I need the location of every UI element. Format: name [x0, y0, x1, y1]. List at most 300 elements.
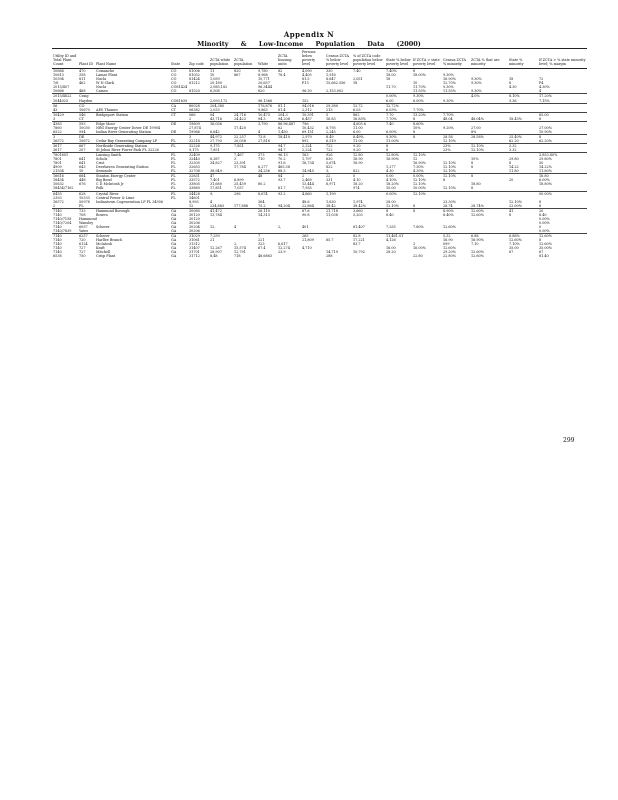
- table-cell: 88.3: [277, 169, 301, 174]
- column-header: White: [257, 49, 277, 69]
- table-cell: 0.00%: [413, 174, 424, 179]
- table-cell: 33572: [189, 178, 200, 183]
- table-cell: 9.30%: [471, 77, 482, 82]
- table-cell: 10,432: [302, 125, 314, 130]
- table-cell: 2: [188, 117, 209, 122]
- table-cell: 62.20%: [538, 139, 587, 144]
- table-cell: 330: [326, 69, 333, 74]
- table-cell: FL: [170, 169, 188, 174]
- table-cell: 81424: [189, 77, 200, 82]
- table-cell: 21554: [52, 169, 78, 174]
- table-cell: 7801: [53, 161, 62, 166]
- table-cell: 641: [79, 161, 86, 166]
- table-cell: 8%: [470, 130, 508, 135]
- table-cell: 12.10%: [413, 182, 426, 187]
- table-cell: 974: [352, 186, 385, 191]
- table-cell: 11.70%: [413, 85, 426, 90]
- table-cell: GA: [170, 229, 188, 234]
- table-cell: 30204: [189, 224, 200, 229]
- table-cell: 10: [210, 73, 215, 78]
- table-cell: 8: [538, 204, 587, 209]
- table-cell: 16.80: [539, 174, 549, 179]
- table-cell: 3.32: [508, 148, 538, 153]
- table-cell: 32409: [189, 153, 200, 158]
- table-cell: 10%: [413, 125, 421, 130]
- table-cell: 32505: [189, 161, 200, 166]
- table-cell: 8: [412, 204, 442, 209]
- table-cell: 6124: [79, 242, 88, 247]
- table-cell: 1,916: [326, 73, 336, 78]
- table-cell: 373: [258, 153, 265, 158]
- table-cell: 19809: [189, 121, 200, 126]
- table-cell: 82: [278, 69, 283, 74]
- table-cell: 12: [413, 157, 418, 162]
- table-cell: 6,899: [234, 178, 244, 183]
- column-header: If ZCTA > state poverty level: [412, 49, 442, 69]
- table-cell: 0.00%: [539, 216, 550, 221]
- table-cell: 12.10%: [509, 199, 522, 204]
- table-cell: 86.96,487: [278, 121, 296, 126]
- table-cell: 27,816: [257, 139, 277, 144]
- table-cell: 23%: [442, 148, 470, 153]
- table-cell: Indian River Generating Station: [95, 130, 170, 135]
- table-cell: 12.60%: [443, 224, 456, 229]
- table-cell: 12.10%: [470, 148, 508, 153]
- table-cell: 32708: [188, 169, 209, 174]
- table-cell: 16.90: [353, 157, 363, 162]
- table-cell: 6.00%: [539, 178, 550, 183]
- table-cell: 12.10%: [385, 204, 412, 209]
- table-cell: 0.00%: [386, 94, 397, 99]
- table-cell: Crisp Plant: [96, 254, 116, 259]
- table-cell: 12.10%: [443, 161, 456, 166]
- table-cell: 16.90: [353, 161, 363, 166]
- table-cell: 2,093,172: [209, 99, 233, 104]
- table-cell: 27,793: [209, 139, 233, 144]
- table-cell: 1,797: [302, 157, 312, 162]
- table-cell: 6,277: [258, 165, 268, 170]
- table-cell: 94.7: [277, 148, 301, 153]
- table-cell: 641: [79, 157, 86, 162]
- table-cell: 12.10%: [443, 165, 456, 170]
- table-cell: 3617: [52, 148, 78, 153]
- table-cell: 7140: [53, 224, 62, 229]
- table-header-row: [52, 49, 587, 69]
- table-cell: Mitchell: [96, 250, 111, 255]
- column-header: Utility ID and Total Plant Count: [52, 49, 78, 69]
- table-cell: 3.32: [509, 143, 517, 148]
- table-cell: 7.10%: [509, 242, 520, 247]
- table-cell: 11: [210, 69, 215, 74]
- population-data-table: [52, 48, 587, 258]
- table-cell: 56: [53, 103, 58, 108]
- table-cell: 38.42: [325, 204, 352, 209]
- table-cell: 18: [386, 77, 391, 82]
- column-header: ZCTA population: [233, 49, 257, 69]
- table-cell: 12.10%: [413, 191, 426, 196]
- table-cell: FL: [171, 182, 176, 187]
- table-cell: 8.49: [326, 134, 334, 139]
- table-cell: 7140/7158: [53, 216, 72, 221]
- table-cell: 6,387: [210, 157, 220, 162]
- table-cell: 4: [234, 224, 237, 229]
- table-cell: 3,853.80%: [539, 153, 558, 158]
- column-header: Census ZCTA % below poverty level: [325, 49, 352, 69]
- table-cell: 3: [53, 134, 56, 139]
- table-cell: 32218: [188, 139, 209, 144]
- table-cell: 21: [210, 238, 215, 243]
- table-cell: 13,444: [302, 182, 314, 187]
- table-cell: 10672: [78, 139, 95, 144]
- table-cell: 465.38: [278, 165, 290, 170]
- table-cell: 11.00%: [385, 139, 412, 144]
- table-cell: FL: [171, 174, 176, 179]
- table-cell: 7.10: [471, 242, 479, 247]
- table-cell: 9.20: [352, 148, 385, 153]
- table-cell: 10,792: [353, 250, 365, 255]
- table-cell: GA: [171, 242, 177, 247]
- table-cell: 8.647: [326, 77, 336, 82]
- table-cell: 9.30%: [471, 81, 482, 86]
- table-cell: 94.7: [278, 143, 286, 148]
- table-cell: 9.30%: [442, 99, 470, 104]
- table-cell: 14,719: [326, 250, 338, 255]
- table-cell: 16.90%: [413, 161, 426, 166]
- table-cell: 82.8: [353, 233, 361, 238]
- table-cell: 2015/4622: [53, 94, 72, 99]
- table-cell: DE: [79, 134, 85, 139]
- table-cell: FL: [171, 178, 176, 183]
- table-cell: 892: [301, 139, 325, 144]
- table-cell: 8: [386, 143, 389, 148]
- table-cell: Crystal River: [96, 191, 119, 196]
- table-cell: 8.40: [386, 212, 394, 217]
- table-cell: 593: [79, 121, 86, 126]
- table-cell: 546: [79, 112, 86, 117]
- table-cell: 30206: [189, 220, 200, 225]
- table-cell: 06382: [188, 108, 209, 113]
- table-cell: 2,312: [301, 108, 325, 113]
- table-cell: 6.00%: [385, 130, 412, 135]
- table-cell: 16.83%: [352, 117, 385, 122]
- table-cell: 176,876: [258, 103, 273, 108]
- table-cell: 364: [258, 199, 265, 204]
- table-cell: CO81639: [171, 98, 188, 103]
- column-header: Persons below poverty level: [301, 49, 325, 69]
- table-cell: 34,827: [210, 161, 222, 166]
- table-cell: 18,410: [278, 134, 290, 139]
- table-cell: 2: [302, 174, 305, 179]
- table-cell: 10666: [52, 89, 78, 94]
- table-cell: 0.00%: [386, 191, 397, 196]
- table-cell: 28.20: [386, 250, 396, 255]
- table-cell: 12.10%: [413, 153, 426, 158]
- table-cell: FL: [171, 143, 176, 148]
- table-cell: 21,718: [326, 208, 338, 213]
- table-cell: Hayden: [78, 99, 95, 104]
- table-cell: 67: [509, 250, 514, 255]
- table-cell: 81520: [188, 89, 209, 94]
- table-cell: Comanche: [96, 69, 115, 74]
- table-cell: 10613: [53, 73, 64, 78]
- table-cell: 7/6: [53, 81, 59, 86]
- table-cell: 8.40: [539, 212, 547, 217]
- table-cell: 24,423: [233, 117, 257, 122]
- table-cell: 80.2: [258, 182, 266, 187]
- table-cell: 29.20%: [443, 250, 456, 255]
- table-cell: 6.00%: [412, 99, 442, 104]
- table-cell: 667: [79, 143, 86, 148]
- table-cell: 2,245: [325, 130, 352, 135]
- table-cell: 3: [52, 117, 78, 122]
- table-cell: 2,051: [353, 77, 363, 82]
- table-cell: 9,863: [257, 108, 277, 113]
- table-cell: CO81424: [171, 85, 188, 90]
- table-cell: 17,420: [234, 125, 246, 130]
- table-cell: [277, 254, 301, 258]
- table-cell: 4: [538, 89, 587, 94]
- table-cell: 73.8: [258, 134, 266, 139]
- table-cell: 7,851: [209, 148, 233, 153]
- table-cell: 28.74%: [470, 204, 508, 209]
- table-cell: 1,630: [326, 199, 336, 204]
- table-cell: 4,605.6: [353, 121, 366, 126]
- table-cell: 7801: [53, 157, 62, 162]
- table-cell: 00.00%: [539, 191, 552, 196]
- table-cell: Craig: [79, 94, 89, 99]
- table-cell: 48.04: [442, 117, 470, 122]
- table-cell: 7,259: [210, 233, 220, 238]
- table-cell: 1,277: [386, 165, 396, 170]
- table-cell: 3: [413, 242, 416, 247]
- table-cell: 22,257: [234, 134, 246, 139]
- table-cell: St Johns River Power Park FL 32226: [95, 148, 170, 153]
- table-cell: 4: [257, 130, 277, 135]
- table-cell: 20,180: [210, 81, 222, 86]
- table-cell: 207: [78, 148, 95, 153]
- table-cell: 722: [325, 148, 352, 153]
- table-cell: 91.6: [278, 161, 286, 166]
- table-cell: Edge Moor: [96, 121, 116, 126]
- table-cell: 265: [302, 233, 309, 238]
- table-cell: 13.20%: [413, 112, 426, 117]
- table-cell: CT: [171, 112, 176, 117]
- table-cell: 18: [509, 77, 514, 82]
- table-cell: 14.22%: [539, 165, 552, 170]
- table-cell: 12.60%: [443, 246, 456, 251]
- table-cell: 10: [413, 81, 418, 86]
- table-cell: Deerhaven Generating Station: [96, 165, 149, 170]
- table-cell: 3: [189, 134, 192, 139]
- table-cell: 7140: [53, 242, 62, 247]
- table-cell: 84: [278, 174, 283, 179]
- table-cell: 10670: [78, 108, 95, 113]
- table-cell: 50978: [79, 199, 90, 204]
- table-cell: Hammond Borough: [96, 208, 130, 213]
- table-cell: 2,085,182: [210, 85, 228, 90]
- table-cell: 8: [539, 199, 542, 204]
- table-cell: 7,467: [234, 153, 244, 158]
- table-cell: Crist: [96, 161, 105, 166]
- table-cell: 8,993: [189, 199, 199, 204]
- table-cell: 9.20%: [443, 125, 454, 130]
- table-cell: 7,935: [301, 186, 325, 191]
- table-cell: 93.7: [278, 178, 286, 183]
- table-cell: 099: [443, 242, 450, 247]
- table-cell: CO: [171, 81, 177, 86]
- table-cell: 8: [539, 238, 542, 243]
- table-cell: 8: [471, 174, 474, 179]
- table-cell: 5: [326, 112, 329, 117]
- table-cell: 4.30: [385, 169, 412, 174]
- table-cell: 448: [79, 178, 86, 183]
- table-cell: 12.10%: [442, 169, 470, 174]
- table-cell: 12.60%: [471, 208, 484, 213]
- table-cell: 710: [258, 157, 265, 162]
- table-cell: 2,: [278, 224, 282, 229]
- table-cell: 48.6863: [258, 254, 273, 259]
- table-cell: 4,405: [302, 73, 312, 78]
- table-cell: 31312: [189, 242, 200, 247]
- table-cell: 204,380: [210, 103, 225, 108]
- table-cell: 9.30%: [443, 73, 454, 78]
- table-cell: 163: [302, 153, 309, 158]
- table-cell: 12.60%: [471, 250, 484, 255]
- table-cell: Yates: [78, 229, 95, 234]
- table-cell: 62.20: [508, 139, 538, 144]
- table-cell: 2,033: [209, 108, 233, 113]
- table-cell: 10030: [79, 125, 90, 130]
- table-cell: 17.20%: [539, 94, 552, 99]
- table-cell: 6,519: [325, 139, 352, 144]
- table-cell: 12,274: [278, 246, 290, 251]
- table-cell: 11,461.01: [386, 233, 404, 238]
- table-cell: 9,780: [258, 69, 268, 74]
- column-header: ZCTA % that are minority: [470, 49, 508, 69]
- column-header: % of ZCTA code population below poverty level: [352, 49, 385, 69]
- table-cell: 8,48: [210, 254, 218, 259]
- column-header: If ZCTA > % state minority level; % margin: [538, 49, 587, 69]
- table-cell: FL: [171, 165, 176, 170]
- table-cell: 22.80: [413, 254, 423, 259]
- table-cell: 67.6: [302, 208, 310, 213]
- table-cell: 67: [539, 250, 544, 255]
- table-cell: 20: [509, 178, 514, 183]
- table-cell: 8: [539, 134, 542, 139]
- table-cell: 10394: [53, 77, 64, 82]
- table-cell: 18.20: [353, 182, 363, 187]
- table-cell: [301, 254, 325, 258]
- table-cell: Seminole: [95, 169, 170, 174]
- table-cell: 11.55%: [412, 89, 442, 94]
- table-cell: 9.30%: [413, 94, 424, 99]
- table-cell: 10%: [471, 157, 479, 162]
- table-cell: 7.70: [386, 112, 394, 117]
- table-cell: 4,860: [302, 191, 312, 196]
- table-cell: 81212: [189, 81, 200, 86]
- table-cell: McIntosh: [96, 242, 113, 247]
- table-cell: 30120: [189, 216, 200, 221]
- table-cell: GA: [171, 233, 177, 238]
- table-cell: 7140/7204: [53, 220, 72, 225]
- table-cell: 727: [79, 250, 86, 255]
- table-cell: 9.20: [353, 143, 361, 148]
- table-cell: GA: [171, 208, 177, 213]
- table-cell: Lamar Plant: [96, 73, 118, 78]
- table-cell: [352, 254, 385, 258]
- table-cell: 6538: [53, 254, 62, 259]
- table-cell: 65.00: [539, 112, 549, 117]
- table-cell: 727: [79, 246, 86, 251]
- table-cell: 81.7: [277, 186, 301, 191]
- table-cell: 96.13: [278, 153, 288, 158]
- table-cell: 83.7: [353, 242, 361, 247]
- table-cell: CT: [78, 117, 95, 122]
- table-cell: 81.40: [539, 254, 549, 259]
- table-cell: 15,574: [234, 246, 246, 251]
- table-cell: 28.74: [442, 204, 470, 209]
- table-cell: 19966: [188, 130, 209, 135]
- table-cell: Harllee Branch: [96, 238, 123, 243]
- table-cell: FL: [170, 186, 188, 191]
- table-cell: 94.3: [257, 117, 277, 122]
- table-cell: 10666: [53, 69, 64, 74]
- table-cell: 14.22: [509, 165, 519, 170]
- table-cell: 67.4: [258, 246, 266, 251]
- table-cell: 3617: [53, 143, 62, 148]
- table-cell: 7.15%: [538, 99, 587, 104]
- table-cell: 7.70%: [385, 117, 412, 122]
- table-cell: Scherer: [96, 233, 110, 238]
- table-cell: 6,457: [301, 117, 325, 122]
- table-cell: 81006: [189, 69, 200, 74]
- table-cell: CO: [171, 69, 177, 74]
- table-cell: GA: [171, 216, 177, 221]
- table-cell: 12.60%: [471, 254, 484, 259]
- table-cell: 94,204: [277, 204, 301, 209]
- table-cell: 7.40: [353, 69, 361, 74]
- table-cell: 32226: [189, 143, 200, 148]
- table-cell: 25.40%: [509, 134, 522, 139]
- table-cell: 8.40%: [443, 212, 454, 217]
- table-cell: 3,790: [258, 121, 268, 126]
- table-cell: 12.80: [353, 153, 363, 158]
- table-cell: 7.40: [386, 121, 394, 126]
- table-cell: 8: [386, 208, 389, 213]
- table-cell: 7.40%: [386, 69, 397, 74]
- table-cell: 94,016: [302, 103, 314, 108]
- table-cell: 1,059: [210, 77, 220, 82]
- table-cell: 96.30: [301, 89, 325, 94]
- table-cell: 4,126: [386, 238, 396, 243]
- table-cell: 296: [234, 191, 241, 196]
- table-cell: 12.60%: [509, 238, 522, 243]
- table-cell: 4.30%: [539, 85, 550, 90]
- table-cell: P4: [539, 81, 544, 86]
- table-cell: CO: [171, 73, 177, 78]
- table-cell: 0.00%: [539, 220, 550, 225]
- table-cell: 733: [79, 208, 86, 213]
- table-cell: 8: [385, 148, 412, 153]
- table-cell: 44,972: [210, 134, 222, 139]
- table-cell: 18454: [53, 178, 64, 183]
- table-cell: 80028: [189, 103, 200, 108]
- table-cell: 8,674: [258, 191, 268, 196]
- table-cell: 18.80%: [539, 182, 552, 187]
- table-cell: FL: [170, 139, 188, 144]
- table-cell: 50: [539, 161, 544, 166]
- table-cell: 38,949: [209, 169, 233, 174]
